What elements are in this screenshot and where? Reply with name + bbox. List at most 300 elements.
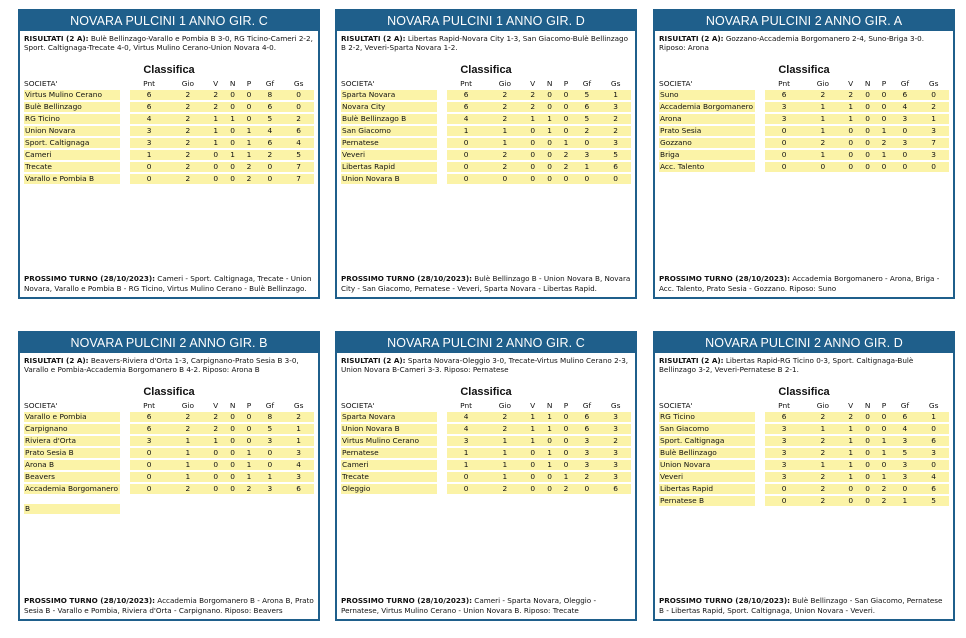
team-name: Trecate — [24, 162, 120, 172]
stat-cell: 2 — [208, 412, 224, 422]
table-header-row — [659, 401, 949, 410]
panel-title: NOVARA PULCINI 2 ANNO GIR. D — [655, 333, 953, 353]
stat-cell: 0 — [224, 460, 242, 470]
team-name: Pernatese — [341, 448, 437, 458]
column-header: Gf — [582, 401, 592, 410]
column-gap — [437, 79, 447, 88]
row-gap — [755, 114, 765, 124]
table-row — [659, 102, 949, 112]
stat-cell: 1 — [843, 436, 859, 446]
row-gap — [755, 436, 765, 446]
row-gap — [755, 472, 765, 482]
column-header: V — [213, 401, 219, 410]
results-body: Gozzano-Accademia Borgomanero 2-4, Suno-Briga 3-0. Riposo: Arona — [659, 34, 925, 53]
stat-cell: 1 — [843, 472, 859, 482]
column-header: SOCIETA' — [24, 401, 58, 410]
column-header: Pnt — [460, 401, 473, 410]
stat-cell: 2 — [525, 90, 541, 100]
standings-table — [341, 399, 631, 496]
column-header: SOCIETA' — [24, 79, 58, 88]
stat-cell: 3 — [892, 114, 919, 124]
stat-cell: 0 — [208, 174, 224, 184]
row-gap — [755, 424, 765, 434]
column-header: Pnt — [143, 79, 156, 88]
stat-cell: 1 — [283, 424, 314, 434]
column-header: Gs — [610, 401, 621, 410]
stat-cell: 0 — [224, 138, 242, 148]
stat-cell: 5 — [257, 114, 284, 124]
stat-cell: 1 — [242, 472, 257, 482]
stat-cell: 6 — [600, 162, 631, 172]
table-row — [341, 102, 631, 112]
next-round-text — [24, 596, 314, 615]
row-gap — [437, 484, 447, 494]
stat-cell: 1 — [485, 126, 524, 136]
table-header-row — [341, 79, 631, 88]
next-round-body: Accademia Borgomanero - Arona, Briga - Acc. Talento, Prato Sesia - Gozzano. Riposo: Suno — [659, 274, 940, 293]
stat-cell: 6 — [130, 412, 168, 422]
stat-cell: 6 — [130, 102, 168, 112]
row-gap — [437, 126, 447, 136]
stat-cell: 0 — [765, 484, 803, 494]
row-gap — [120, 484, 130, 494]
stat-cell: 3 — [574, 436, 601, 446]
stat-cell: 0 — [859, 138, 877, 148]
stat-cell: 0 — [525, 126, 541, 136]
classifica-heading: Classifica — [460, 386, 512, 398]
table-row — [659, 496, 949, 506]
stat-cell: 1 — [242, 460, 257, 470]
standings-table — [24, 399, 314, 496]
table-row — [24, 90, 314, 100]
stat-cell: 2 — [525, 102, 541, 112]
team-name: Carpignano — [24, 424, 120, 434]
stat-cell: 1 — [803, 460, 842, 470]
table-row — [24, 150, 314, 160]
stat-cell: 1 — [525, 114, 541, 124]
stat-cell: 1 — [242, 448, 257, 458]
team-name: Bulè Bellinzago B — [341, 114, 437, 124]
stat-cell: 0 — [765, 162, 803, 172]
next-round-text — [659, 596, 949, 615]
stat-cell: 1 — [918, 412, 949, 422]
column-header: Gf — [900, 401, 910, 410]
table-row — [24, 174, 314, 184]
stat-cell: 3 — [892, 138, 919, 148]
stat-cell: 2 — [600, 114, 631, 124]
stat-cell: 0 — [574, 138, 601, 148]
results-label: RISULTATI (2 A): — [341, 34, 406, 43]
stat-cell: 1 — [877, 472, 892, 482]
panel-content — [20, 353, 318, 515]
results-label: RISULTATI (2 A): — [659, 356, 724, 365]
stat-cell: 0 — [541, 90, 559, 100]
row-gap — [120, 174, 130, 184]
team-name: San Giacomo — [341, 126, 437, 136]
stat-cell: 1 — [843, 102, 859, 112]
team-name: Arona B — [24, 460, 120, 470]
stat-cell: 0 — [208, 150, 224, 160]
column-header: Pnt — [143, 401, 156, 410]
stat-cell: 1 — [541, 424, 559, 434]
stat-cell: 1 — [892, 496, 919, 506]
row-gap — [755, 162, 765, 172]
stat-cell: 3 — [600, 448, 631, 458]
stat-cell: 0 — [447, 472, 485, 482]
stat-cell: 3 — [130, 436, 168, 446]
table-row — [24, 436, 314, 446]
stat-cell: 2 — [559, 162, 574, 172]
row-gap — [755, 460, 765, 470]
stat-cell: 8 — [257, 90, 284, 100]
stat-cell: 0 — [843, 496, 859, 506]
stat-cell: 2 — [803, 436, 842, 446]
table-row — [341, 114, 631, 124]
stat-cell: 2 — [168, 102, 207, 112]
stat-cell: 3 — [600, 424, 631, 434]
row-gap — [120, 126, 130, 136]
team-name: Veveri — [659, 472, 755, 482]
table-row — [24, 162, 314, 172]
stat-cell: 0 — [559, 90, 574, 100]
stat-cell: 0 — [242, 436, 257, 446]
stat-cell: 4 — [918, 472, 949, 482]
stat-cell: 1 — [168, 460, 207, 470]
stat-cell: 3 — [257, 436, 284, 446]
stat-cell: 6 — [574, 424, 601, 434]
stat-cell: 2 — [803, 448, 842, 458]
stat-cell: 2 — [242, 174, 257, 184]
column-header: Pnt — [460, 79, 473, 88]
next-round-body: Bulè Bellinzago - San Giacomo, Pernatese B - Libertas Rapid, Sport. Caltignaga, Union Novara - Veveri. — [659, 596, 943, 615]
stat-cell: 1 — [803, 114, 842, 124]
stat-cell: 6 — [765, 412, 803, 422]
stat-cell: 0 — [130, 162, 168, 172]
stat-cell: 3 — [892, 436, 919, 446]
stat-cell: 0 — [877, 102, 892, 112]
table-row — [341, 424, 631, 434]
stat-cell: 4 — [130, 114, 168, 124]
standings-panel — [18, 9, 320, 299]
next-round-label: PROSSIMO TURNO (28/10/2023): — [341, 596, 472, 606]
stat-cell: 1 — [168, 448, 207, 458]
table-row — [24, 460, 314, 470]
stat-cell: 1 — [525, 424, 541, 434]
stat-cell: 0 — [859, 484, 877, 494]
stat-cell: 2 — [242, 162, 257, 172]
next-round-body: Cameri - Sparta Novara, Oleggio - Pernatese, Virtus Mulino Cerano - Union Novara B. Riposo: Trecate — [341, 596, 597, 615]
team-name: Bulè Bellinzago — [24, 102, 120, 112]
stat-cell: 3 — [765, 472, 803, 482]
stat-cell: 0 — [447, 174, 485, 184]
standings-panel — [335, 331, 637, 621]
table-row — [659, 448, 949, 458]
stat-cell: 0 — [574, 174, 601, 184]
table-row — [341, 412, 631, 422]
stat-cell: 0 — [208, 162, 224, 172]
standings-table — [659, 399, 949, 508]
team-name: Arona — [659, 114, 755, 124]
stat-cell: 2 — [168, 424, 207, 434]
stat-cell: 3 — [892, 472, 919, 482]
column-header: Gio — [181, 401, 195, 410]
stat-cell: 2 — [168, 138, 207, 148]
results-body: Bulè Bellinzago-Varallo e Pombia B 3-0, RG Ticino-Cameri 2-2, Sport. Caltignaga-Trecate 4-0, Virtus Mulino Cerano-Union Novara 4-0. — [24, 34, 313, 53]
column-header: Gf — [265, 79, 275, 88]
stat-cell: 0 — [447, 150, 485, 160]
stat-cell: 2 — [600, 126, 631, 136]
stat-cell: 0 — [541, 150, 559, 160]
stat-cell: 0 — [859, 150, 877, 160]
row-gap — [120, 90, 130, 100]
team-name: Novara City — [341, 102, 437, 112]
stat-cell: 0 — [224, 436, 242, 446]
stat-cell: 2 — [208, 424, 224, 434]
results-body: Beavers-Riviera d'Orta 1-3, Carpignano-Prato Sesia B 3-0, Varallo e Pombia-Accademia Borgomanero B 4-2. Riposo: Arona B — [24, 356, 299, 375]
team-name: Varallo e Pombia — [24, 412, 120, 422]
stat-cell: 0 — [224, 174, 242, 184]
stat-cell: 0 — [559, 424, 574, 434]
stat-cell: 0 — [541, 484, 559, 494]
stat-cell: 0 — [859, 162, 877, 172]
stat-cell: 6 — [130, 90, 168, 100]
stat-cell: 3 — [765, 448, 803, 458]
stat-cell: 7 — [918, 138, 949, 148]
row-gap — [755, 126, 765, 136]
stat-cell: 2 — [803, 484, 842, 494]
team-name: Gozzano — [659, 138, 755, 148]
stat-cell: 1 — [485, 138, 524, 148]
next-round-label: PROSSIMO TURNO (28/10/2023): — [341, 274, 472, 284]
stat-cell: 0 — [574, 484, 601, 494]
table-row — [341, 436, 631, 446]
team-name: Trecate — [341, 472, 437, 482]
stat-cell: 0 — [525, 150, 541, 160]
team-name: Accademia Borgomanero — [660, 102, 754, 111]
stat-cell: 2 — [485, 150, 524, 160]
column-header: Gio — [498, 79, 512, 88]
column-header: P — [246, 401, 252, 410]
stat-cell: 4 — [447, 412, 485, 422]
stat-cell: 3 — [765, 424, 803, 434]
stat-cell: 0 — [130, 174, 168, 184]
table-row — [659, 484, 949, 494]
column-header: SOCIETA' — [659, 79, 693, 88]
stat-cell: 3 — [283, 472, 314, 482]
stat-cell: 1 — [803, 126, 842, 136]
stat-cell: 0 — [859, 424, 877, 434]
table-row — [24, 484, 314, 494]
stat-cell: 2 — [803, 90, 842, 100]
stat-cell: 6 — [892, 90, 919, 100]
row-gap — [120, 436, 130, 446]
stat-cell: 1 — [877, 436, 892, 446]
column-gap — [120, 401, 130, 410]
panel-content — [655, 353, 953, 508]
stat-cell: 0 — [541, 436, 559, 446]
stat-cell: 4 — [283, 138, 314, 148]
stat-cell: 2 — [283, 114, 314, 124]
stat-cell: 2 — [168, 162, 207, 172]
row-gap — [437, 162, 447, 172]
stat-cell: 1 — [242, 138, 257, 148]
table-row — [659, 412, 949, 422]
stat-cell: 0 — [130, 472, 168, 482]
stat-cell: 2 — [803, 472, 842, 482]
stat-cell: 4 — [447, 424, 485, 434]
row-gap — [755, 412, 765, 422]
stat-cell: 6 — [283, 484, 314, 494]
column-header: N — [546, 79, 553, 88]
stat-cell: 2 — [485, 114, 524, 124]
team-name: Pernatese B — [659, 496, 755, 506]
team-name: Cameri — [341, 460, 437, 470]
next-round-body: Accademia Borgomanero B - Arona B, Prato Sesia B - Varallo e Pombia, Riviera d'Orta - Carpignano. Riposo: Beavers — [24, 596, 314, 615]
stat-cell: 0 — [559, 126, 574, 136]
stat-cell: 1 — [525, 436, 541, 446]
stat-cell: 0 — [559, 102, 574, 112]
stat-cell: 2 — [600, 436, 631, 446]
stat-cell: 2 — [803, 412, 842, 422]
stat-cell: 0 — [600, 174, 631, 184]
stat-cell: 1 — [485, 436, 524, 446]
table-row — [659, 162, 949, 172]
table-header-row — [659, 79, 949, 88]
stat-cell: 3 — [765, 460, 803, 470]
stat-cell: 0 — [765, 496, 803, 506]
classifica-heading: Classifica — [143, 386, 195, 398]
team-name: Sparta Novara — [341, 412, 437, 422]
stat-cell: 0 — [859, 412, 877, 422]
team-name: Pernatese — [341, 138, 437, 148]
table-row — [24, 472, 314, 482]
stat-cell: 0 — [859, 90, 877, 100]
stat-cell: 0 — [257, 460, 284, 470]
stat-cell: 0 — [541, 174, 559, 184]
column-header: Gs — [610, 79, 621, 88]
stat-cell: 2 — [168, 90, 207, 100]
stat-cell: 1 — [559, 138, 574, 148]
stat-cell: 0 — [765, 138, 803, 148]
results-label: RISULTATI (2 A): — [659, 34, 724, 43]
column-header: N — [546, 401, 553, 410]
stat-cell: 1 — [843, 424, 859, 434]
stat-cell: 7 — [283, 174, 314, 184]
stat-cell: 1 — [447, 126, 485, 136]
row-gap — [437, 472, 447, 482]
table-row — [341, 472, 631, 482]
column-header: SOCIETA' — [341, 79, 375, 88]
stat-cell: 2 — [485, 162, 524, 172]
table-row — [24, 412, 314, 422]
classifica-heading: Classifica — [460, 64, 512, 76]
stat-cell: 5 — [257, 424, 284, 434]
stat-cell: 1 — [803, 102, 842, 112]
team-name: RG Ticino — [659, 412, 755, 422]
stat-cell: 0 — [559, 174, 574, 184]
column-header: Gf — [582, 79, 592, 88]
stat-cell: 1 — [803, 424, 842, 434]
standings-table — [341, 77, 631, 186]
column-header: N — [864, 401, 871, 410]
stat-cell: 6 — [283, 126, 314, 136]
row-gap — [120, 460, 130, 470]
panel-title: NOVARA PULCINI 1 ANNO GIR. C — [20, 11, 318, 31]
stat-cell: 0 — [918, 162, 949, 172]
standings-panel — [653, 331, 955, 621]
row-gap — [755, 102, 765, 112]
stat-cell: 6 — [574, 412, 601, 422]
stat-cell: 5 — [892, 448, 919, 458]
row-gap — [120, 472, 130, 482]
stat-cell: 2 — [843, 90, 859, 100]
row-gap — [120, 424, 130, 434]
results-text — [659, 356, 949, 384]
stat-cell: 0 — [892, 126, 919, 136]
panel-content — [655, 31, 953, 174]
stat-cell: 3 — [892, 460, 919, 470]
stat-cell: 1 — [208, 114, 224, 124]
stat-cell: 1 — [525, 412, 541, 422]
team-name: Suno — [659, 90, 755, 100]
standings-panel — [335, 9, 637, 299]
stat-cell: 0 — [224, 102, 242, 112]
stat-cell: 1 — [208, 126, 224, 136]
stat-cell: 3 — [600, 460, 631, 470]
team-name: Union Novara — [659, 460, 755, 470]
stat-cell: 3 — [600, 472, 631, 482]
stat-cell: 0 — [859, 436, 877, 446]
stat-cell: 2 — [242, 484, 257, 494]
table-row — [341, 90, 631, 100]
column-header: V — [530, 79, 536, 88]
stat-cell: 1 — [541, 460, 559, 470]
stat-cell: 0 — [525, 448, 541, 458]
table-row — [659, 126, 949, 136]
standings-table — [659, 77, 949, 174]
row-gap — [755, 484, 765, 494]
row-gap — [120, 412, 130, 422]
standings-table — [24, 77, 314, 186]
stat-cell: 0 — [877, 114, 892, 124]
row-gap — [437, 412, 447, 422]
stat-cell: 2 — [559, 150, 574, 160]
stat-cell: 0 — [877, 460, 892, 470]
team-name: Veveri — [341, 150, 437, 160]
table-row — [341, 174, 631, 184]
stat-cell: 2 — [843, 412, 859, 422]
stat-cell: 2 — [208, 90, 224, 100]
results-text — [24, 34, 314, 62]
stat-cell: 0 — [130, 448, 168, 458]
stat-cell: 6 — [574, 102, 601, 112]
stat-cell: 0 — [485, 174, 524, 184]
column-header: Gio — [498, 401, 512, 410]
stat-cell: 1 — [242, 150, 257, 160]
stat-cell: 0 — [559, 460, 574, 470]
stat-cell: 0 — [877, 90, 892, 100]
stat-cell: 0 — [918, 90, 949, 100]
stat-cell: 1 — [843, 448, 859, 458]
stat-cell: 0 — [208, 460, 224, 470]
row-gap — [120, 150, 130, 160]
row-gap — [120, 102, 130, 112]
row-gap — [437, 448, 447, 458]
team-name: Sparta Novara — [341, 90, 437, 100]
table-row — [341, 484, 631, 494]
stat-cell: 0 — [859, 496, 877, 506]
stat-cell: 1 — [541, 126, 559, 136]
